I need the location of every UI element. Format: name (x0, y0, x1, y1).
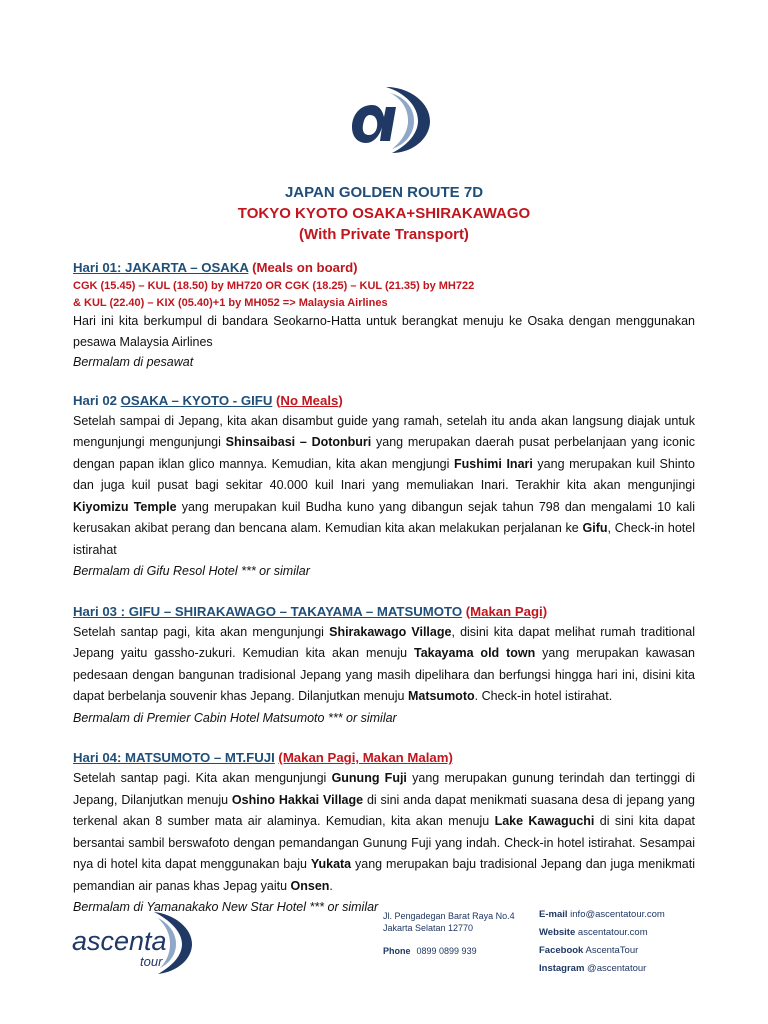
place-matsumoto: Matsumoto (407, 689, 475, 703)
website-row: Website ascentatour.com (539, 927, 648, 938)
place-shinsaibasi: Shinsaibasi – Dotonburi (225, 435, 372, 449)
phone-number: 0899 0899 939 (416, 946, 477, 956)
place-lake-kawaguchi: Lake Kawaguchi (494, 814, 595, 828)
footer (0, 900, 768, 1024)
day-4-stay: Bermalam di Yamanakako New Star Hotel *** or similar (73, 900, 379, 914)
day-1-title (73, 258, 695, 278)
day-3-stay: Bermalam di Premier Cabin Hotel Matsumoto *** or similar (73, 710, 397, 725)
day-4-meals: (Makan Pagi, Makan Malam) (278, 750, 453, 765)
day-2-meals: No Meals (280, 392, 339, 408)
day-2-label: Hari 02 (73, 392, 117, 408)
logo-word: ascenta (72, 926, 167, 956)
day-1-section (73, 258, 695, 373)
contact-list (539, 906, 665, 978)
day-3-meals: (Makan Pagi) (465, 603, 548, 619)
address (383, 910, 515, 934)
day-1-meals: (Meals on board) (252, 260, 358, 275)
phone-label: Phone (383, 946, 411, 956)
day-4-title (73, 748, 695, 768)
day-2-title (73, 391, 695, 411)
email-link[interactable]: info@ascentatour.com (570, 909, 665, 920)
logo-sub: tour (140, 954, 163, 969)
facebook-row: Facebook AscentaTour (539, 945, 639, 956)
place-gunung-fuji: Gunung Fuji (331, 771, 407, 785)
flight-line: CGK (15.45) – KUL (18.50) by MH720 OR CGK (18.25) – KUL (21.35) by MH722 (73, 280, 475, 292)
day-2-meals-close: ) (338, 392, 343, 408)
term-yukata: Yukata (310, 857, 352, 871)
day-4-description: Setelah santap pagi. Kita akan mengunjungi Gunung Fuji yang merupakan gunung terindah dan tertinggi di Jepang, Dilanjutkan menuju Oshino Hakkai Village di sini anda dapat menikmati suasana desa di jepang yang terkenal akan 8 sumber mata air alaminya. Kemudian, kita akan menuju Lake Kawaguchi di sini kita dapat bersantai sambil berswafoto dengan pemandangan Gunung Fuji yang indah. Check-in hotel istirahat. Sesampai nya di hotel kita dapat menggunakan baju Yukata yang merupakan baju tradisional Jepang dan juga menikmati pemandian air panas khas Jepag yaitu Onsen. (73, 771, 696, 893)
place-oshino-hakkai: Oshino Hakkai Village (231, 792, 364, 807)
place-shirakawago: Shirakawago Village (329, 624, 452, 639)
ascenta-tour-logo-icon (70, 910, 200, 974)
day-2-section (73, 391, 695, 582)
tour-title: JAPAN GOLDEN ROUTE 7D (284, 184, 484, 201)
ascenta-logo-icon (346, 83, 432, 155)
instagram-row: Instagram @ascentatour (539, 963, 647, 974)
address-line: Jakarta Selatan 12770 (383, 923, 474, 933)
tour-subtitle: TOKYO KYOTO OSAKA+SHIRAKAWAGO (237, 205, 531, 222)
term-onsen: Onsen (290, 878, 330, 893)
day-2-route: OSAKA – KYOTO - GIFU (120, 392, 273, 408)
day-4-section (73, 748, 695, 918)
instagram-link[interactable]: @ascentatour (587, 963, 647, 974)
day-3-section (73, 602, 695, 729)
day-1-flights (73, 278, 695, 311)
website-link[interactable]: ascentatour.com (577, 927, 648, 938)
itinerary (73, 258, 695, 937)
tour-transport-note: (With Private Transport) (299, 226, 469, 243)
day-2-description: Setelah sampai di Jepang, kita akan disambut guide yang ramah, setelah itu anda akan langsung diajak untuk mengunjungi mengunjungi Shinsaibasi – Dotonburi yang merupakan daerah pusat perbelanjaan yang iconic dengan papan iklan glico mannya. Kemudian, kita akan mengjungi Fushimi Inari yang merupakan kuil Shinto dan juga kuil pusat bagi sekitar 40.000 kuil Inari yang memuliakan Inari. Terakhir kita akan mengunjingi Kiyomizu Temple yang merupakan kuil Budha kuno yang dibangun sejak tahun 798 dan mengalami 10 kali kerusakan akibat perang dan bencana alam. Kemudian kita akan melakukan perjalanan ke Gifu, Check-in hotel istirahat (73, 413, 695, 557)
flight-line: & KUL (22.40) – KIX (05.40)+1 by MH052 => Malaysia Airlines (73, 296, 388, 309)
day-2-meals-open: ( (276, 392, 281, 408)
place-kiyomizu: Kiyomizu Temple (73, 499, 177, 514)
day-3-route: Hari 03 : GIFU – SHIRAKAWAGO – TAKAYAMA – MATSUMOTO (73, 603, 463, 619)
day-3-title (73, 602, 695, 622)
place-fushimi-inari: Fushimi Inari (453, 456, 533, 471)
day-1-route: Hari 01: JAKARTA – OSAKA (73, 260, 249, 275)
email-row: E-mail info@ascentatour.com (539, 909, 665, 920)
place-gifu: Gifu (582, 521, 608, 535)
place-takayama: Takayama old town (413, 646, 536, 660)
day-1-description: Hari ini kita berkumpul di bandara Seokarno-Hatta untuk berangkat menuju ke Osaka dengan menggunakan pesawa Malaysia Airlines (73, 314, 695, 349)
document-title-block (0, 182, 768, 245)
facebook-link[interactable]: AscentaTour (585, 945, 639, 956)
address-line: Jl. Pengadegan Barat Raya No.4 (383, 911, 515, 921)
day-2-stay: Bermalam di Gifu Resol Hotel *** or similar (73, 564, 310, 578)
day-1-stay: Bermalam di pesawat (73, 355, 194, 369)
day-4-route: Hari 04: MATSUMOTO – MT.FUJI (73, 750, 275, 765)
phone (383, 946, 477, 956)
day-3-description: Setelah santap pagi, kita akan mengunjungi Shirakawago Village, disini kita dapat melihat rumah traditional Jepang yaitu gassho-zukuri. Kemudian kita akan menuju Takayama old town yang merupakan kawasan pedesaan dengan bangunan tradisional Jepang yang masih dipelihara dan berfungsi hingga hari ini, disini kita dapat berbelanja souvenir khas Jepang. Dilanjutkan menuju Matsumoto. Check-in hotel istirahat. (73, 624, 695, 703)
